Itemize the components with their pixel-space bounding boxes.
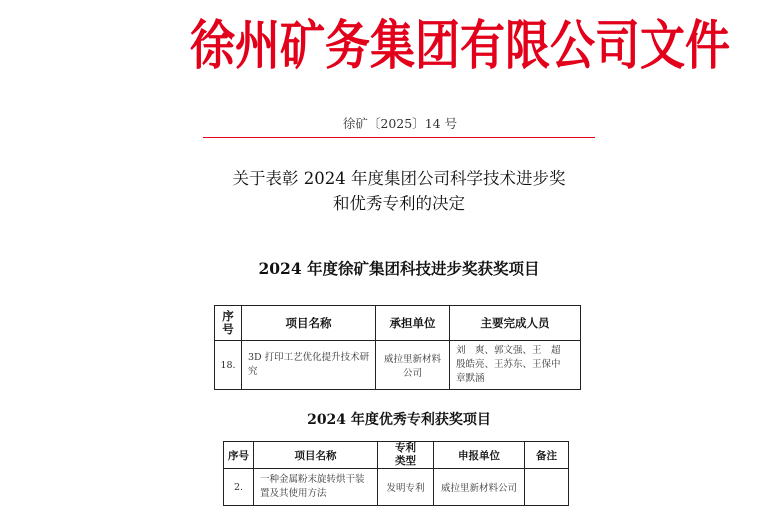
- cell-people-line3: 章默涵: [456, 373, 485, 384]
- table-row: [215, 341, 581, 390]
- header-cell-no: 序号: [224, 442, 254, 469]
- cell-unit-line2: 公司: [402, 368, 422, 379]
- cell-no: 18.: [215, 341, 242, 390]
- header-no-line1: 序: [222, 309, 234, 323]
- header-type-line1: 专利: [395, 442, 416, 454]
- cell-project-name: 3D 打印工艺优化提升技术研究: [242, 341, 376, 390]
- header-cell-unit: 承担单位: [376, 306, 450, 341]
- header-type-line2: 类型: [395, 455, 416, 467]
- decision-title-line2: 和优秀专利的决定: [333, 194, 465, 213]
- cell-unit: [376, 341, 450, 390]
- header-cell-no: [215, 306, 242, 341]
- cell-people: [450, 341, 581, 390]
- header-no-line2: 号: [222, 322, 234, 336]
- header-cell-name: 项目名称: [242, 306, 376, 341]
- cell-project-name: [254, 469, 378, 506]
- cell-type: 发明专利: [378, 469, 434, 506]
- cell-name-line1: 一种金属粉末旋转烘干装: [260, 474, 365, 485]
- header-cell-people: 主要完成人员: [450, 306, 581, 341]
- cell-people-line1: 刘 爽、郭文强、王 超: [456, 345, 561, 356]
- table-header-row: [224, 442, 569, 469]
- cell-people-line2: 殷皓亮、王苏东、王保中: [456, 359, 561, 370]
- decision-title-line1: 关于表彰 2024 年度集团公司科学技术进步奖: [232, 169, 566, 188]
- patents-table: [223, 441, 569, 506]
- header-cell-note: 备注: [525, 442, 569, 469]
- section-title-awards: 2024 年度徐矿集团科技进步奖获奖项目: [258, 259, 540, 278]
- cell-no: 2.: [224, 469, 254, 506]
- cell-note: [525, 469, 569, 506]
- section-title-patents: 2024 年度优秀专利获奖项目: [307, 412, 491, 428]
- document-number: 徐矿〔2025〕14 号: [342, 116, 458, 131]
- header-cell-type: [378, 442, 434, 469]
- cell-name-line2: 置及其使用方法: [260, 488, 327, 499]
- decision-title: [203, 166, 595, 216]
- awards-table: [214, 305, 581, 390]
- cell-unit-line1: 威拉里新材料: [383, 354, 441, 365]
- table-row: [224, 469, 569, 506]
- header-cell-name: 项目名称: [254, 442, 378, 469]
- cell-unit: 威拉里新材料公司: [434, 469, 525, 506]
- table-header-row: [215, 306, 581, 341]
- document-header-title: 徐州矿务集团有限公司文件: [190, 14, 731, 77]
- header-cell-unit: 申报单位: [434, 442, 525, 469]
- header-divider: [203, 137, 595, 138]
